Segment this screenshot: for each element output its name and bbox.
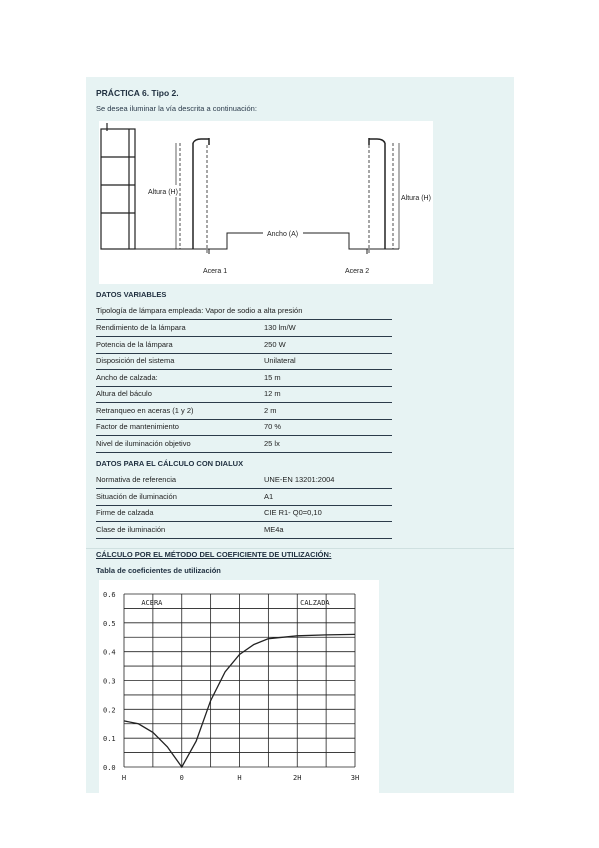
x-tick-label: H [121, 774, 127, 782]
region-label-calzada: CALZADA [300, 599, 330, 607]
variable-value: 130 lm/W [264, 323, 296, 332]
variable-row [96, 370, 392, 387]
page-title: PRÁCTICA 6. Tipo 2. [96, 88, 179, 98]
variable-value: 25 lx [264, 438, 280, 448]
variable-value: 250 W [264, 339, 286, 349]
dialux-row [96, 472, 392, 489]
variable-value: 12 m [264, 389, 281, 398]
variable-row [96, 403, 392, 420]
dialux-heading: DATOS PARA EL CÁLCULO CON DIALUX [96, 459, 244, 468]
left-lamp-pole [180, 138, 209, 254]
dialux-value: UNE-EN 13201:2004 [264, 475, 335, 484]
y-tick-label: 0.2 [103, 706, 116, 715]
altura-right-label: Altura (H) [401, 195, 431, 202]
variable-value: Unilateral [264, 356, 296, 365]
variable-value: 15 m [264, 372, 281, 382]
dialux-label: Clase de iluminación [96, 524, 166, 534]
dialux-row [96, 522, 392, 539]
calc-heading: CÁLCULO POR EL MÉTODO DEL COEFICIENTE DE UTILIZACIÓN: [96, 550, 332, 559]
tipologia-row [96, 303, 392, 320]
dialux-value: ME4a [264, 524, 284, 534]
variable-value: 70 % [264, 422, 282, 431]
dialux-label: Firme de calzada [96, 508, 154, 517]
variable-row [96, 337, 392, 354]
right-lamp-pole [369, 138, 393, 254]
variable-row [96, 320, 392, 337]
intro-text: Se desea iluminar la vía descrita a continuación: [96, 104, 257, 113]
variable-row [96, 353, 392, 370]
x-tick-label: H [237, 774, 242, 782]
y-tick-label: 0.1 [103, 735, 116, 744]
variable-label: Nivel de iluminación objetivo [96, 438, 191, 448]
acera1-label: Acera 1 [203, 268, 228, 275]
x-tick-label: 0 [179, 774, 184, 782]
y-tick-label: 0.0 [103, 764, 116, 772]
variable-label: Retranqueo en aceras (1 y 2) [96, 405, 194, 415]
dialux-value: A1 [264, 491, 274, 501]
variable-label: Factor de mantenimiento [96, 422, 179, 431]
variable-label: Potencia de la lámpara [96, 339, 173, 349]
variable-row [96, 386, 392, 403]
dialux-label: Situación de iluminación [96, 491, 177, 501]
building-icon [101, 123, 135, 249]
variable-value: 2 m [264, 405, 277, 415]
y-tick-label: 0.5 [103, 619, 116, 628]
dialux-row [96, 489, 392, 506]
variable-label: Ancho de calzada: [96, 372, 158, 382]
altura-left-label: Altura (H) [148, 189, 178, 196]
x-tick-label: 3H [350, 774, 360, 782]
utilization-chart [99, 580, 379, 793]
acera2-label: Acera 2 [345, 268, 370, 275]
road-diagram [99, 121, 433, 284]
variable-label: Altura del báculo [96, 389, 152, 398]
dialux-label: Normativa de referencia [96, 475, 177, 484]
y-tick-label: 0.6 [103, 591, 116, 599]
divider [86, 548, 514, 549]
variable-row [96, 436, 392, 453]
y-tick-label: 0.4 [103, 648, 116, 657]
x-tick-label: 2H [293, 774, 302, 782]
tipologia-text: Tipología de lámpara empleada: Vapor de sodio a alta presión [96, 306, 303, 315]
region-label-acera: ACERA [141, 599, 163, 607]
dialux-row [96, 505, 392, 522]
ancho-label: Ancho (A) [267, 231, 299, 238]
variable-label: Disposición del sistema [96, 356, 175, 365]
y-tick-label: 0.3 [103, 677, 116, 686]
table-heading: Tabla de coeficientes de utilización [96, 566, 221, 575]
variables-heading: DATOS VARIABLES [96, 290, 167, 299]
variable-label: Rendimiento de la lámpara [96, 323, 186, 332]
dialux-value: CIE R1- Q0=0,10 [264, 508, 322, 517]
variable-row [96, 419, 392, 436]
